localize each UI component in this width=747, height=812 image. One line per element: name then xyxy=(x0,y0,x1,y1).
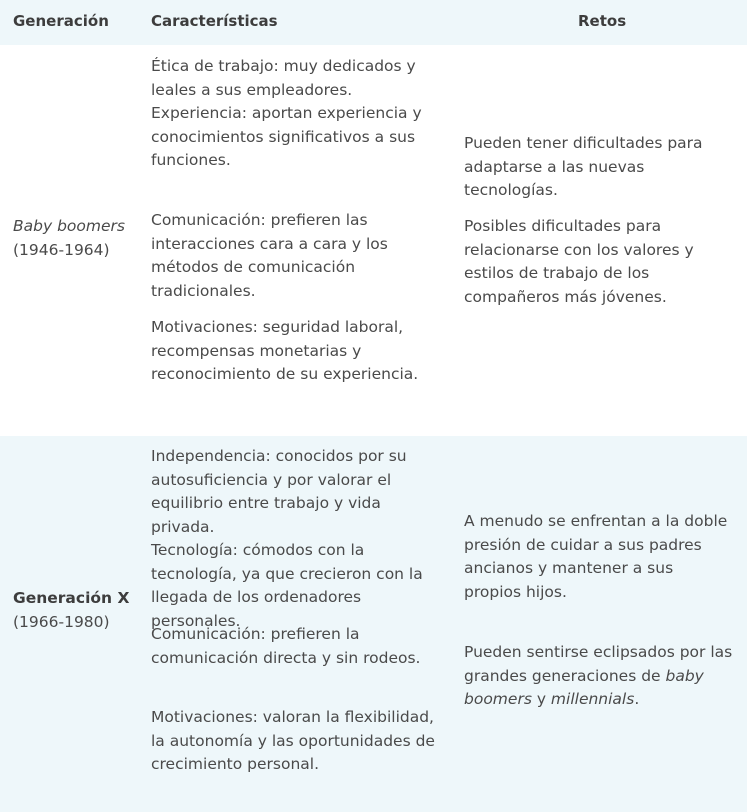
challenge-item: Posibles dificultades para relacionarse con los valores y estilos de trabajo de los compañeros más jóvenes. xyxy=(464,217,694,306)
header-characteristics: Características xyxy=(151,12,278,30)
challenge-emphasis: baby boomers xyxy=(464,666,704,708)
characteristics-cell xyxy=(151,209,446,303)
header-generation: Generación xyxy=(13,12,109,30)
characteristic-item: Comunicación: prefieren la comunicación directa y sin rodeos. xyxy=(151,625,421,667)
table-header-row xyxy=(0,0,747,45)
generation-cell xyxy=(13,587,138,634)
challenges-cell xyxy=(464,641,734,712)
header-challenges: Retos xyxy=(578,12,627,30)
characteristics-cell xyxy=(151,623,446,670)
characteristics-cell xyxy=(151,706,446,777)
challenges-cell xyxy=(464,215,734,309)
challenge-text: y xyxy=(531,690,551,708)
challenges-cell xyxy=(464,510,734,604)
generation-name: Generación X xyxy=(13,589,130,607)
characteristic-item: Independencia: conocidos por su autosuficiencia y por valorar el equilibrio entre trabajo y vida privada. xyxy=(151,447,407,536)
table-row xyxy=(0,436,747,812)
challenge-emphasis: millennials xyxy=(550,690,635,708)
characteristic-item: Motivaciones: seguridad laboral, recompensas monetarias y reconocimiento de su experiencia. xyxy=(151,318,419,383)
challenge-text: . xyxy=(634,690,640,708)
generation-cell xyxy=(13,215,138,262)
characteristic-item: Experiencia: aportan experiencia y conocimientos significativos a sus funciones. xyxy=(151,104,422,169)
generation-years: (1966-1980) xyxy=(13,612,110,631)
challenge-item: Pueden tener dificultades para adaptarse a las nuevas tecnologías. xyxy=(464,134,703,199)
characteristic-item: Tecnología: cómodos con la tecnología, ya que crecieron con la llegada de los ordenadores personales. xyxy=(151,541,423,630)
characteristic-item: Ética de trabajo: muy dedicados y leales a sus empleadores. xyxy=(151,57,416,99)
characteristic-item: Motivaciones: valoran la flexibilidad, la autonomía y las oportunidades de crecimiento personal. xyxy=(151,708,435,773)
generation-years: (1946-1964) xyxy=(13,240,110,259)
challenges-cell xyxy=(464,132,734,203)
challenge-item: A menudo se enfrentan a la doble presión de cuidar a sus padres ancianos y mantener a sus propios hijos. xyxy=(464,512,728,601)
characteristic-item: Comunicación: prefieren las interacciones cara a cara y los métodos de comunicación tradicionales. xyxy=(151,211,388,300)
characteristics-cell xyxy=(151,445,446,633)
characteristics-cell xyxy=(151,316,446,387)
challenge-item xyxy=(464,641,734,712)
generation-name: Baby boomers xyxy=(13,217,125,235)
challenge-text: Pueden sentirse eclipsados por las grandes generaciones de xyxy=(464,643,733,685)
table-row xyxy=(0,45,747,436)
characteristics-cell xyxy=(151,55,446,173)
